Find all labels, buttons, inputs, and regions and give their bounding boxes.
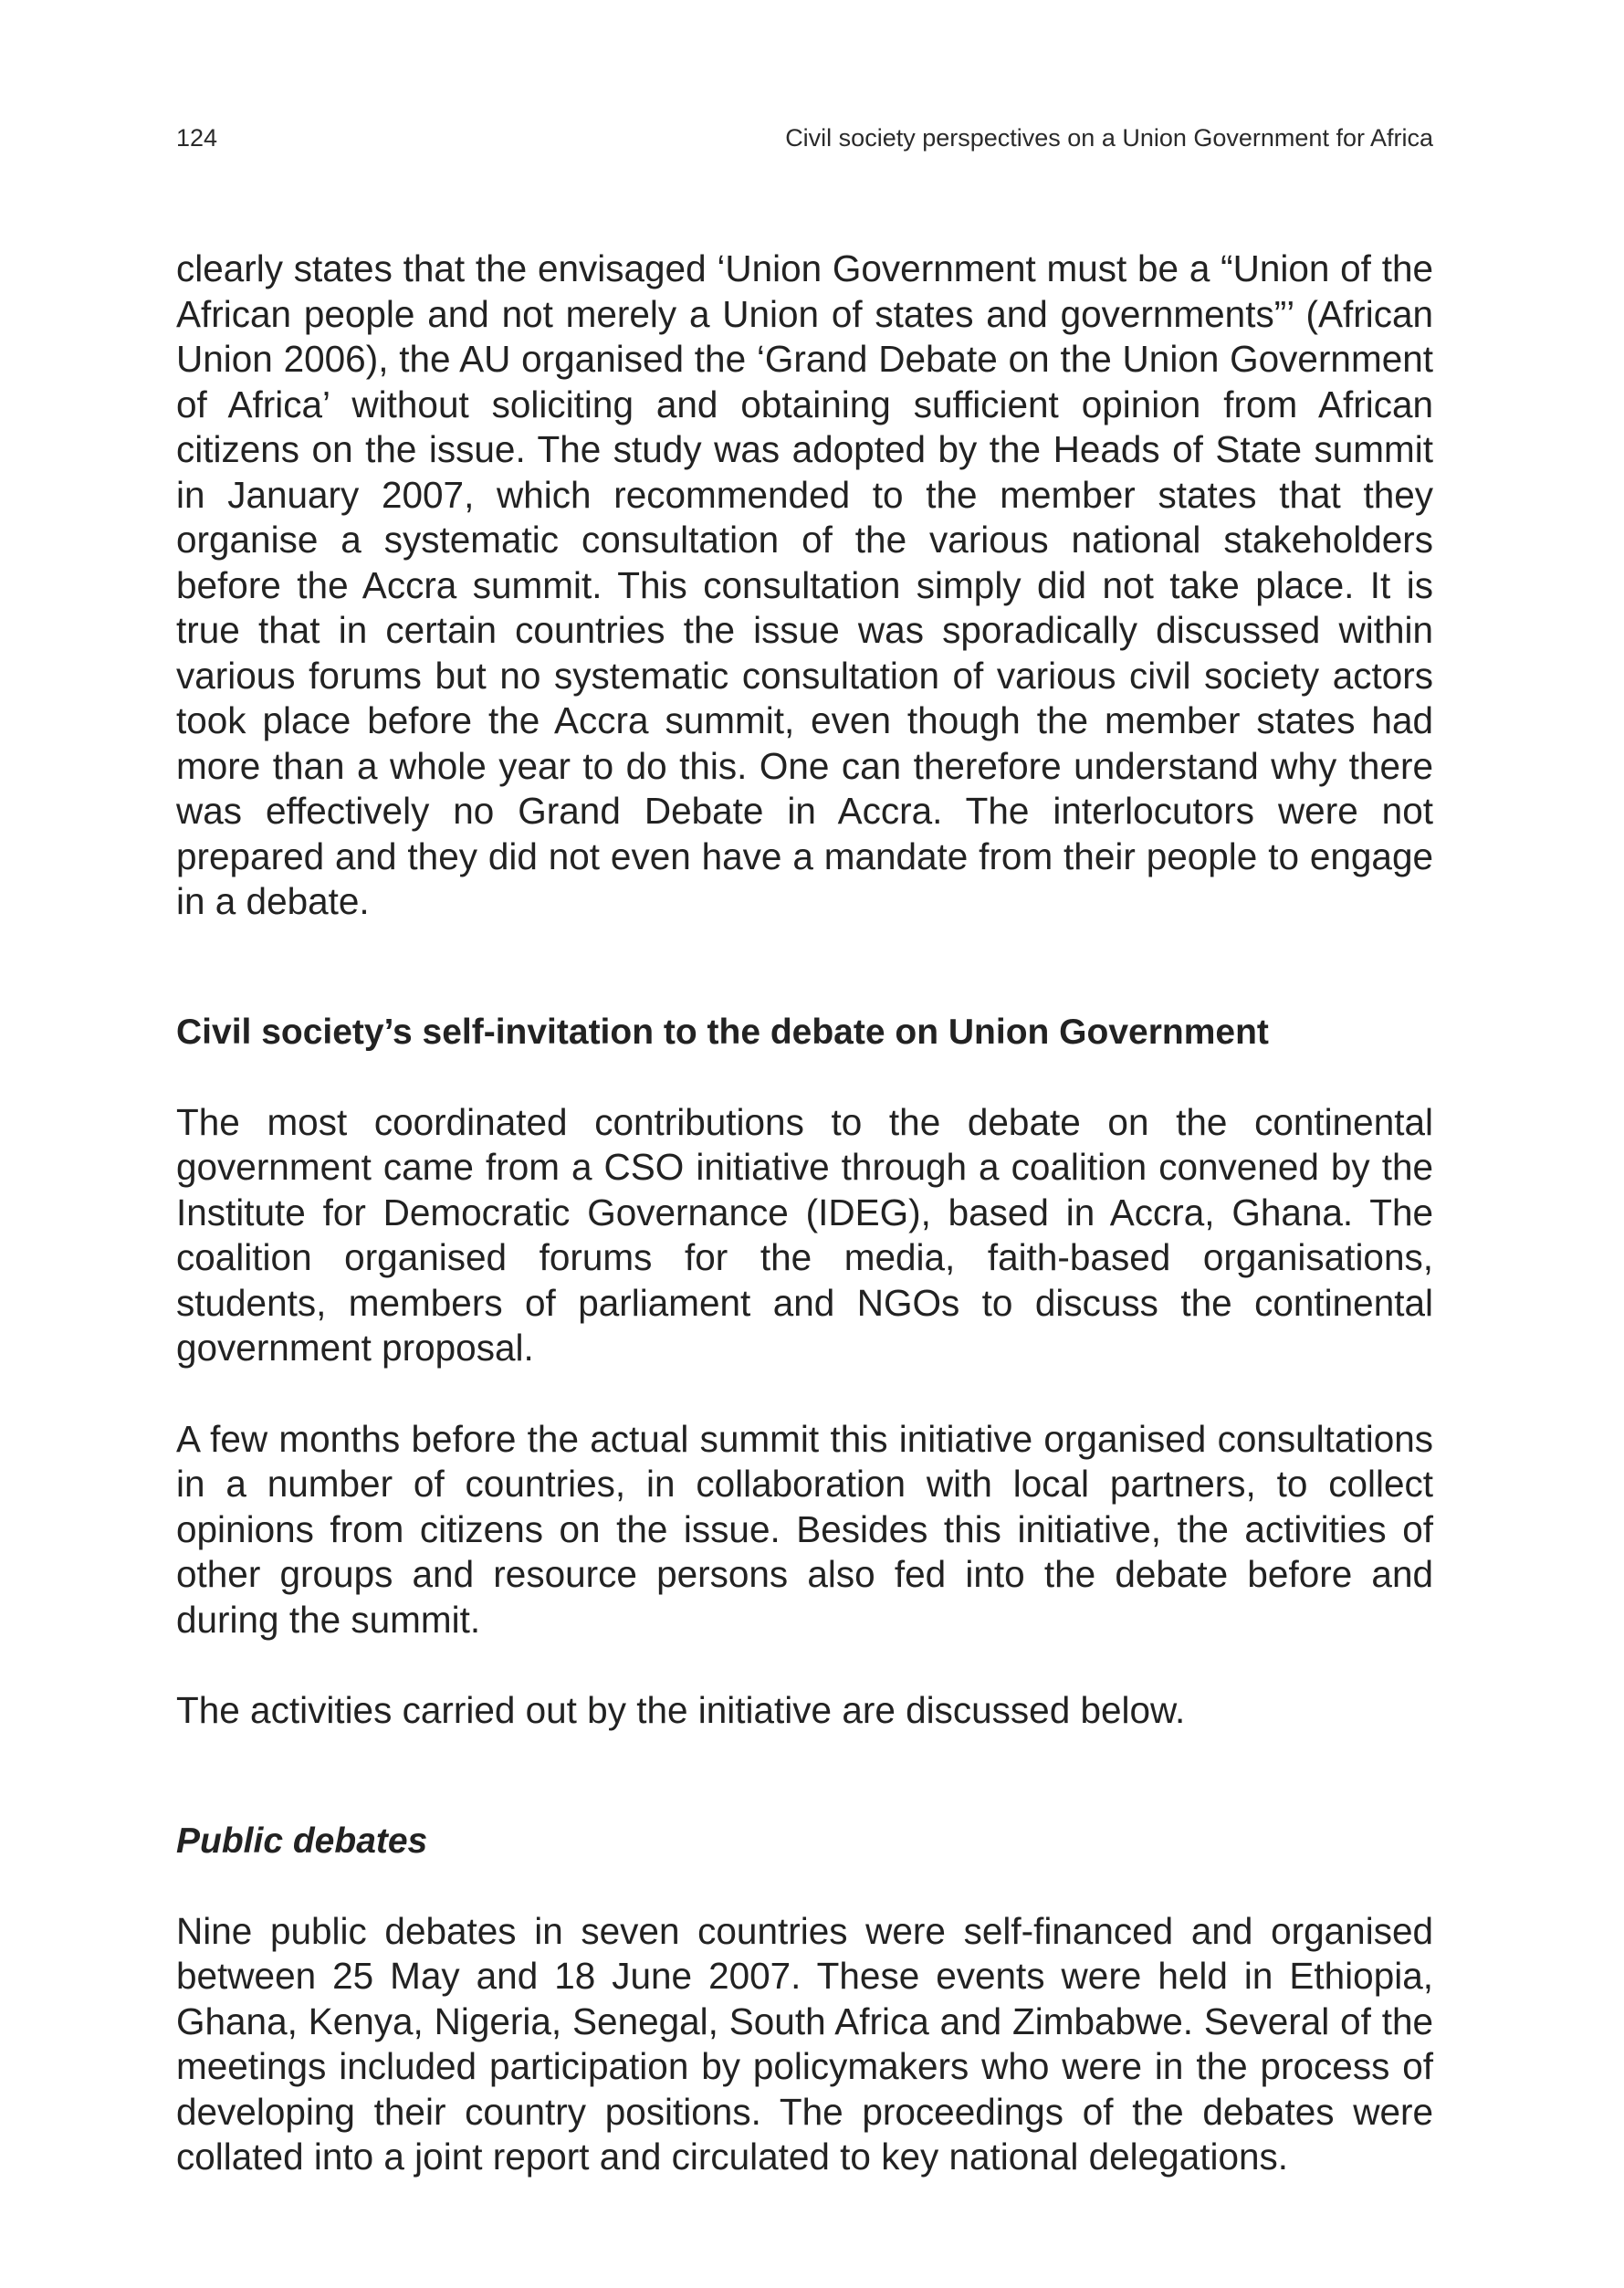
body-paragraph: Nine public debates in seven countries were self-financed and organised between 25 May and 18 June 2007. These events were held in Ethiopia, Ghana, Kenya, Nigeria, Senegal, South Africa and Zimbabwe. Several of the meetings included participation by policymakers who were in the process of developing their country positions. The proceedings of the debates were collated into a joint report and circulated to key national delegations. bbox=[176, 1909, 1433, 2178]
body-paragraph: clearly states that the envisaged ‘Union Government must be a “Union of the African people and not merely a Union of states and governments”’ (African Union 2006), the AU organised the ‘Grand Debate on the Union Government of Africa’ without soliciting and obtaining sufficient opinion from African citizens on the issue. The study was adopted by the Heads of State summit in January 2007, which recommended to the member states that they organise a systematic consultation of the various national stakeholders before the Accra summit. This consultation simply did not take place. It is true that in certain countries the issue was sporadically discussed within various forums but no systematic consultation of various civil society actors took place before the Accra summit, even though the member states had more than a whole year to do this. One can therefore understand why there was effectively no Grand Debate in Accra. The interlocutors were not prepared and they did not even have a mandate from their people to engage in a debate. bbox=[176, 247, 1433, 922]
page-number: 124 bbox=[176, 124, 218, 152]
subsection-heading: Public debates bbox=[176, 1821, 428, 1861]
body-paragraph: A few months before the actual summit this initiative organised consultations in a number of countries, in collaboration with local partners, to collect opinions from citizens on the issue. Besides this initiative, the activities of other groups and resource persons also fed into the debate before and during the summit. bbox=[176, 1417, 1433, 1641]
section-heading: Civil society’s self-invitation to the debate on Union Government bbox=[176, 1012, 1269, 1052]
body-paragraph: The most coordinated contributions to the debate on the continental government came from a CSO initiative through a coalition convened by the Institute for Democratic Governance (IDEG), based in Accra, Ghana. The coalition organised forums for the media, faith-based organisations, students, members of parliament and NGOs to discuss the continental government proposal. bbox=[176, 1100, 1433, 1369]
page-body bbox=[176, 247, 1433, 2180]
running-title: Civil society perspectives on a Union Government for Africa bbox=[785, 124, 1433, 152]
body-paragraph: The activities carried out by the initiative are discussed below. bbox=[176, 1689, 1186, 1731]
running-header bbox=[176, 122, 1433, 153]
